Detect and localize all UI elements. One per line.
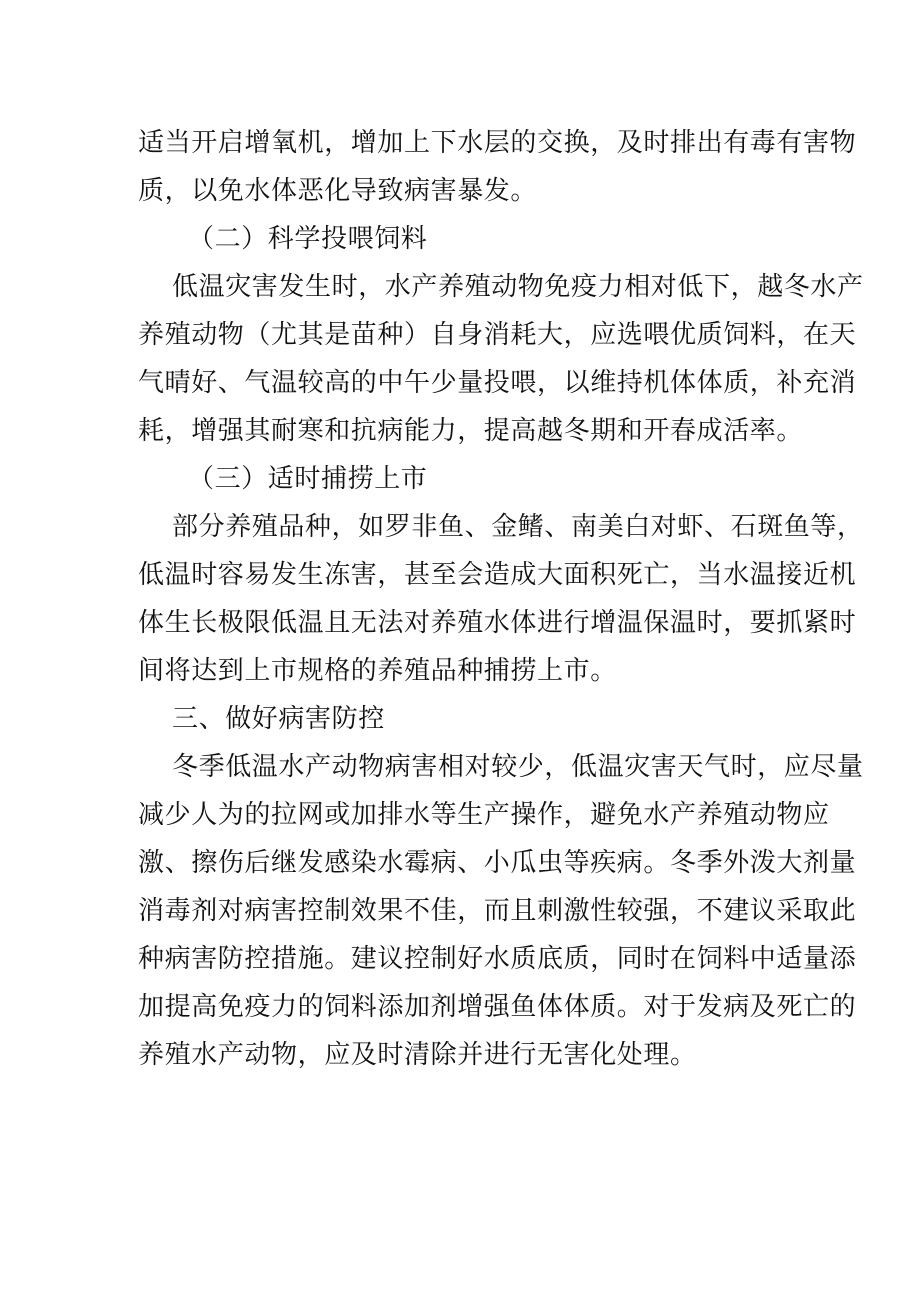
paragraph-line: 低温时容易发生冻害，甚至会造成大面积死亡，当水温接近机	[138, 560, 857, 590]
section-heading-feeding: （二）科学投喂饲料	[188, 224, 428, 254]
document-body	[138, 119, 864, 1079]
paragraph-line: 质，以免水体恶化导致病害暴发。	[138, 176, 538, 206]
paragraph-line: 冬季低温水产动物病害相对较少，低温灾害天气时，应尽量	[172, 752, 864, 782]
paragraph-line: 减少人为的拉网或加排水等生产操作，避免水产养殖动物应	[138, 800, 830, 830]
paragraph-line: 适当开启增氧机，增加上下水层的交换，及时排出有毒有害物	[138, 128, 857, 158]
paragraph-line: 种病害防控措施。建议控制好水质底质，同时在饲料中适量添	[138, 944, 857, 974]
paragraph-line: 气晴好、气温较高的中午少量投喂，以维持机体体质，补充消	[138, 368, 857, 398]
paragraph-line: 部分养殖品种，如罗非鱼、金鳍、南美白对虾、石斑鱼等，	[172, 512, 864, 542]
part-heading-disease-control: 三、做好病害防控	[172, 704, 385, 734]
paragraph-line: 加提高免疫力的饲料添加剂增强鱼体体质。对于发病及死亡的	[138, 992, 857, 1022]
section-heading-harvest: （三）适时捕捞上市	[188, 464, 428, 494]
disease-control-paragraph	[138, 743, 864, 1079]
paragraph-line: 养殖水产动物，应及时清除并进行无害化处理。	[138, 1040, 697, 1070]
intro-paragraph	[138, 119, 857, 215]
paragraph-line: 体生长极限低温且无法对养殖水体进行增温保温时，要抓紧时	[138, 608, 857, 638]
paragraph-line: 养殖动物（尤其是苗种）自身消耗大，应选喂优质饲料，在天	[138, 320, 857, 350]
feeding-paragraph	[138, 263, 864, 455]
harvest-paragraph	[138, 503, 864, 695]
paragraph-line: 间将达到上市规格的养殖品种捕捞上市。	[138, 656, 617, 686]
paragraph-line: 激、擦伤后继发感染水霉病、小瓜虫等疾病。冬季外泼大剂量	[138, 848, 857, 878]
paragraph-line: 耗，增强其耐寒和抗病能力，提高越冬期和开春成活率。	[138, 416, 804, 446]
paragraph-line: 低温灾害发生时，水产养殖动物免疫力相对低下，越冬水产	[172, 272, 864, 302]
paragraph-line: 消毒剂对病害控制效果不佳，而且刺激性较强，不建议采取此	[138, 896, 857, 926]
